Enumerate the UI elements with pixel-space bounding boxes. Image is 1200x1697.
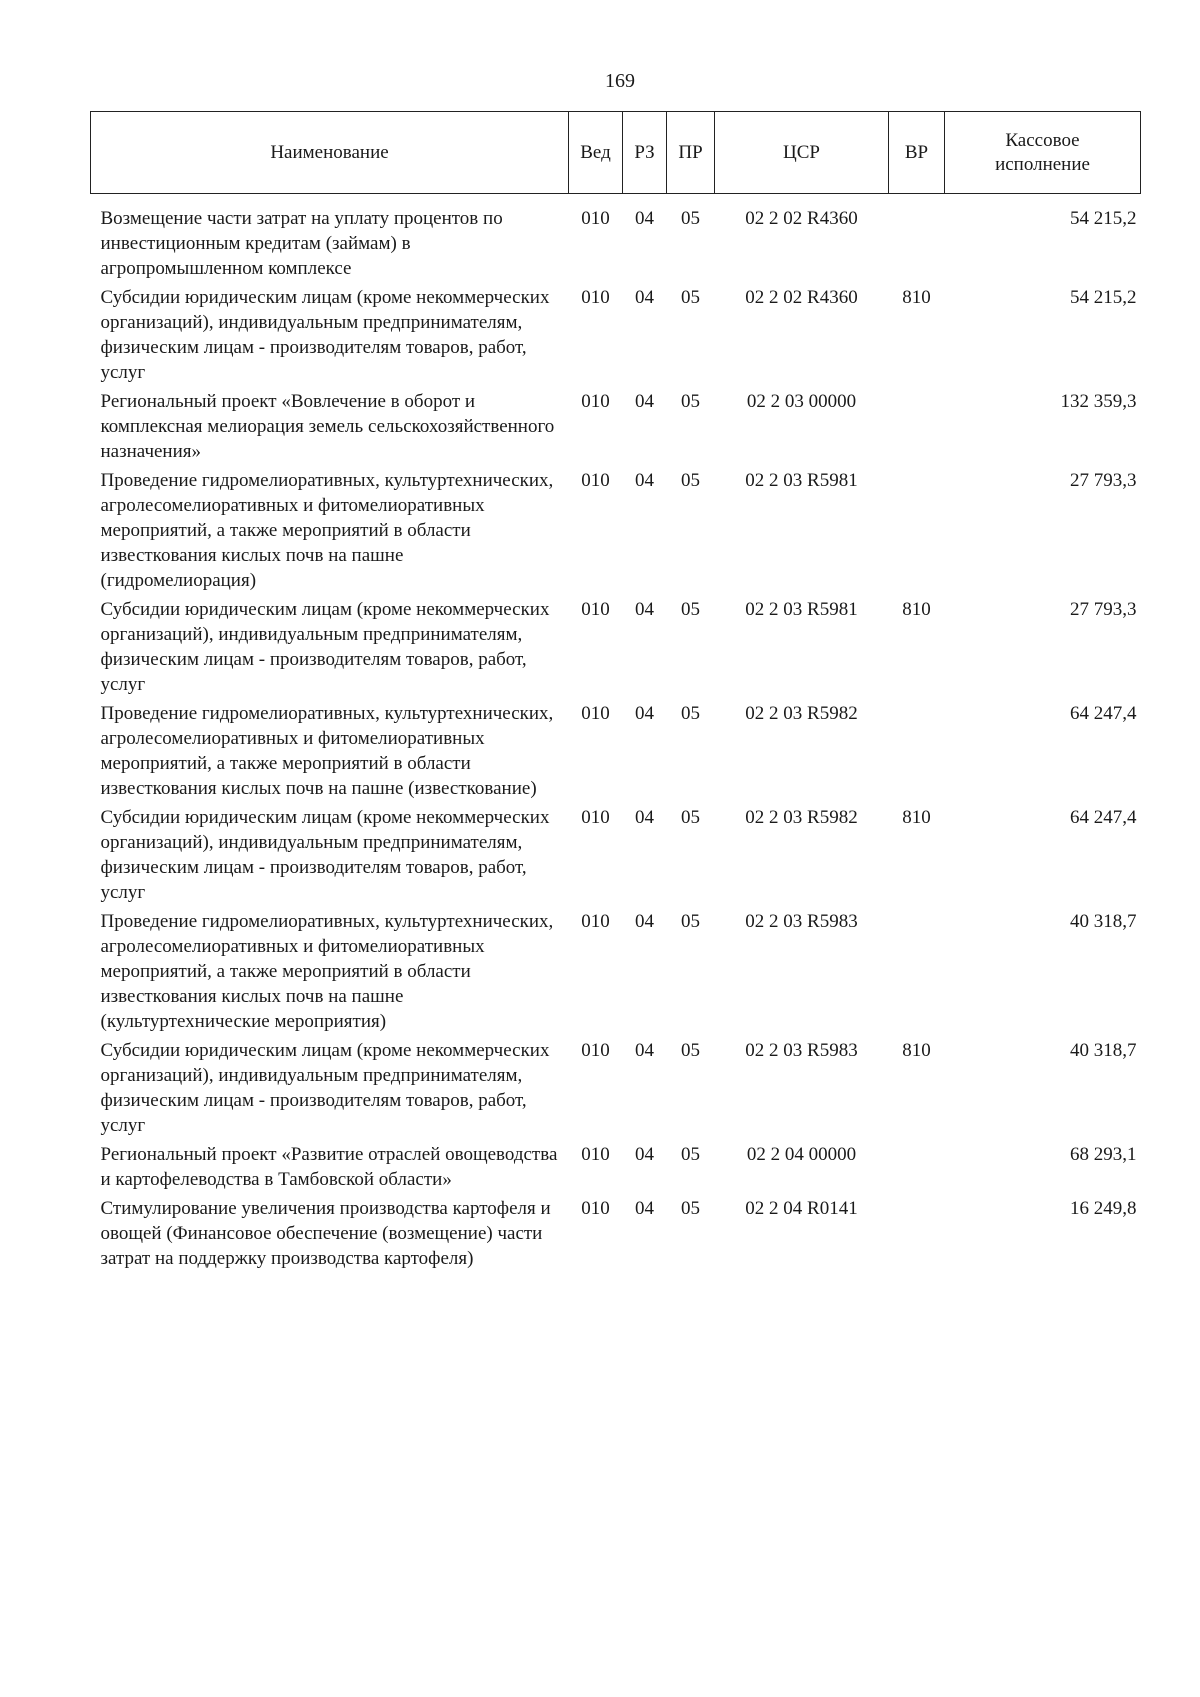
cell-amount: 132 359,3 <box>1060 391 1137 412</box>
cell-csr: 02 2 02 R4360 <box>745 208 858 229</box>
cell-vr: 810 <box>902 599 931 620</box>
cell-pr: 05 <box>681 1040 700 1061</box>
cell-csr: 02 2 03 R5981 <box>745 599 858 620</box>
header-csr: ЦСР <box>715 112 889 194</box>
header-ved: Вед <box>569 112 623 194</box>
cell-vr <box>889 468 945 597</box>
cell-csr: 02 2 04 00000 <box>746 1144 857 1165</box>
cell-ved: 010 <box>581 599 610 620</box>
cell-name: Проведение гидромелиоративных, культуртехнических, агролесомелиоративных и фитомелиоративных мероприятий, а также мероприятий в области известкования кислых почв на пашне (гидромелиорация) <box>100 470 554 591</box>
cell-pr: 05 <box>681 703 700 724</box>
cell-pr: 05 <box>681 287 700 308</box>
cell-pr: 05 <box>681 1144 700 1165</box>
cell-amount: 64 247,4 <box>1070 703 1137 724</box>
cell-name: Стимулирование увеличения производства картофеля и овощей (Финансовое обеспечение (возмещение) части затрат на поддержку производства картофеля) <box>100 1198 551 1269</box>
cell-ved: 010 <box>581 287 610 308</box>
cell-amount: 16 249,8 <box>1070 1198 1137 1219</box>
cell-amount: 54 215,2 <box>1070 208 1137 229</box>
cell-name: Возмещение части затрат на уплату процентов по инвестиционным кредитам (займам) в агропромышленном комплексе <box>100 208 503 279</box>
cell-vr <box>889 909 945 1038</box>
cell-csr: 02 2 03 R5982 <box>745 807 858 828</box>
cell-csr: 02 2 03 R5983 <box>745 1040 858 1061</box>
cell-rz: 04 <box>635 1040 654 1061</box>
cell-vr <box>889 1142 945 1196</box>
table-row <box>91 909 1141 1038</box>
cell-name: Проведение гидромелиоративных, культуртехнических, агролесомелиоративных и фитомелиоративных мероприятий, а также мероприятий в области известкования кислых почв на пашне (культуртехнические мероприятия) <box>100 911 554 1032</box>
cell-amount: 68 293,1 <box>1070 1144 1137 1165</box>
cell-pr: 05 <box>681 807 700 828</box>
cell-amount: 27 793,3 <box>1070 599 1137 620</box>
cell-ved: 010 <box>581 391 610 412</box>
cell-vr: 810 <box>902 287 931 308</box>
cell-rz: 04 <box>635 470 654 491</box>
cell-vr: 810 <box>902 807 931 828</box>
table-row <box>91 597 1141 701</box>
cell-csr: 02 2 02 R4360 <box>745 287 858 308</box>
cell-rz: 04 <box>635 391 654 412</box>
cell-ved: 010 <box>581 1040 610 1061</box>
cell-pr: 05 <box>681 1198 700 1219</box>
cell-csr: 02 2 03 R5982 <box>745 703 858 724</box>
cell-name: Субсидии юридическим лицам (кроме некоммерческих организаций), индивидуальным предпринимателям, физическим лицам - производителям товаров, работ, услуг <box>100 1040 550 1136</box>
cell-pr: 05 <box>681 391 700 412</box>
cell-rz: 04 <box>635 599 654 620</box>
cell-pr: 05 <box>681 208 700 229</box>
cell-ved: 010 <box>581 470 610 491</box>
header-amount <box>945 112 1141 194</box>
budget-table <box>90 111 1141 1275</box>
cell-vr <box>889 1196 945 1275</box>
cell-name: Региональный проект «Вовлечение в оборот и комплексная мелиорация земель сельскохозяйственного назначения» <box>100 391 555 462</box>
cell-name: Субсидии юридическим лицам (кроме некоммерческих организаций), индивидуальным предпринимателям, физическим лицам - производителям товаров, работ, услуг <box>100 287 550 383</box>
cell-amount: 64 247,4 <box>1070 807 1137 828</box>
page-number: 169 <box>605 70 635 92</box>
table-header-row <box>91 112 1141 194</box>
cell-name: Проведение гидромелиоративных, культуртехнических, агролесомелиоративных и фитомелиоративных мероприятий, а также мероприятий в области известкования кислых почв на пашне (известкование) <box>100 703 554 799</box>
cell-vr <box>889 701 945 805</box>
header-pr: ПР <box>667 112 715 194</box>
cell-amount: 40 318,7 <box>1070 911 1137 932</box>
cell-pr: 05 <box>681 599 700 620</box>
table-row <box>91 805 1141 909</box>
cell-rz: 04 <box>635 807 654 828</box>
cell-amount: 27 793,3 <box>1070 470 1137 491</box>
table-row <box>91 1038 1141 1142</box>
header-amount-line1: Кассовое <box>1005 129 1080 151</box>
cell-csr: 02 2 03 R5981 <box>745 470 858 491</box>
header-rz: РЗ <box>623 112 667 194</box>
cell-rz: 04 <box>635 911 654 932</box>
header-vr: ВР <box>889 112 945 194</box>
cell-vr: 810 <box>902 1040 931 1061</box>
cell-ved: 010 <box>581 1144 610 1165</box>
cell-ved: 010 <box>581 911 610 932</box>
cell-csr: 02 2 03 00000 <box>746 391 857 412</box>
header-amount-line2: исполнение <box>995 153 1090 175</box>
cell-vr <box>889 194 945 286</box>
cell-ved: 010 <box>581 208 610 229</box>
table-row <box>91 194 1141 286</box>
cell-amount: 54 215,2 <box>1070 287 1137 308</box>
cell-name: Субсидии юридическим лицам (кроме некоммерческих организаций), индивидуальным предпринимателям, физическим лицам - производителям товаров, работ, услуг <box>100 807 550 903</box>
cell-rz: 04 <box>635 703 654 724</box>
header-name: Наименование <box>91 112 569 194</box>
cell-pr: 05 <box>681 470 700 491</box>
cell-pr: 05 <box>681 911 700 932</box>
table-row <box>91 389 1141 468</box>
cell-amount: 40 318,7 <box>1070 1040 1137 1061</box>
cell-ved: 010 <box>581 807 610 828</box>
cell-csr: 02 2 04 R0141 <box>745 1198 858 1219</box>
table-row <box>91 468 1141 597</box>
table-row <box>91 285 1141 389</box>
table-row <box>91 701 1141 805</box>
cell-name: Региональный проект «Развитие отраслей овощеводства и картофелеводства в Тамбовской области» <box>100 1144 558 1190</box>
cell-rz: 04 <box>635 208 654 229</box>
table-body <box>91 194 1141 1276</box>
cell-rz: 04 <box>635 287 654 308</box>
cell-rz: 04 <box>635 1144 654 1165</box>
table-row <box>91 1196 1141 1275</box>
cell-ved: 010 <box>581 703 610 724</box>
cell-name: Субсидии юридическим лицам (кроме некоммерческих организаций), индивидуальным предпринимателям, физическим лицам - производителям товаров, работ, услуг <box>100 599 550 695</box>
cell-ved: 010 <box>581 1198 610 1219</box>
cell-rz: 04 <box>635 1198 654 1219</box>
cell-vr <box>889 389 945 468</box>
table-row <box>91 1142 1141 1196</box>
cell-csr: 02 2 03 R5983 <box>745 911 858 932</box>
